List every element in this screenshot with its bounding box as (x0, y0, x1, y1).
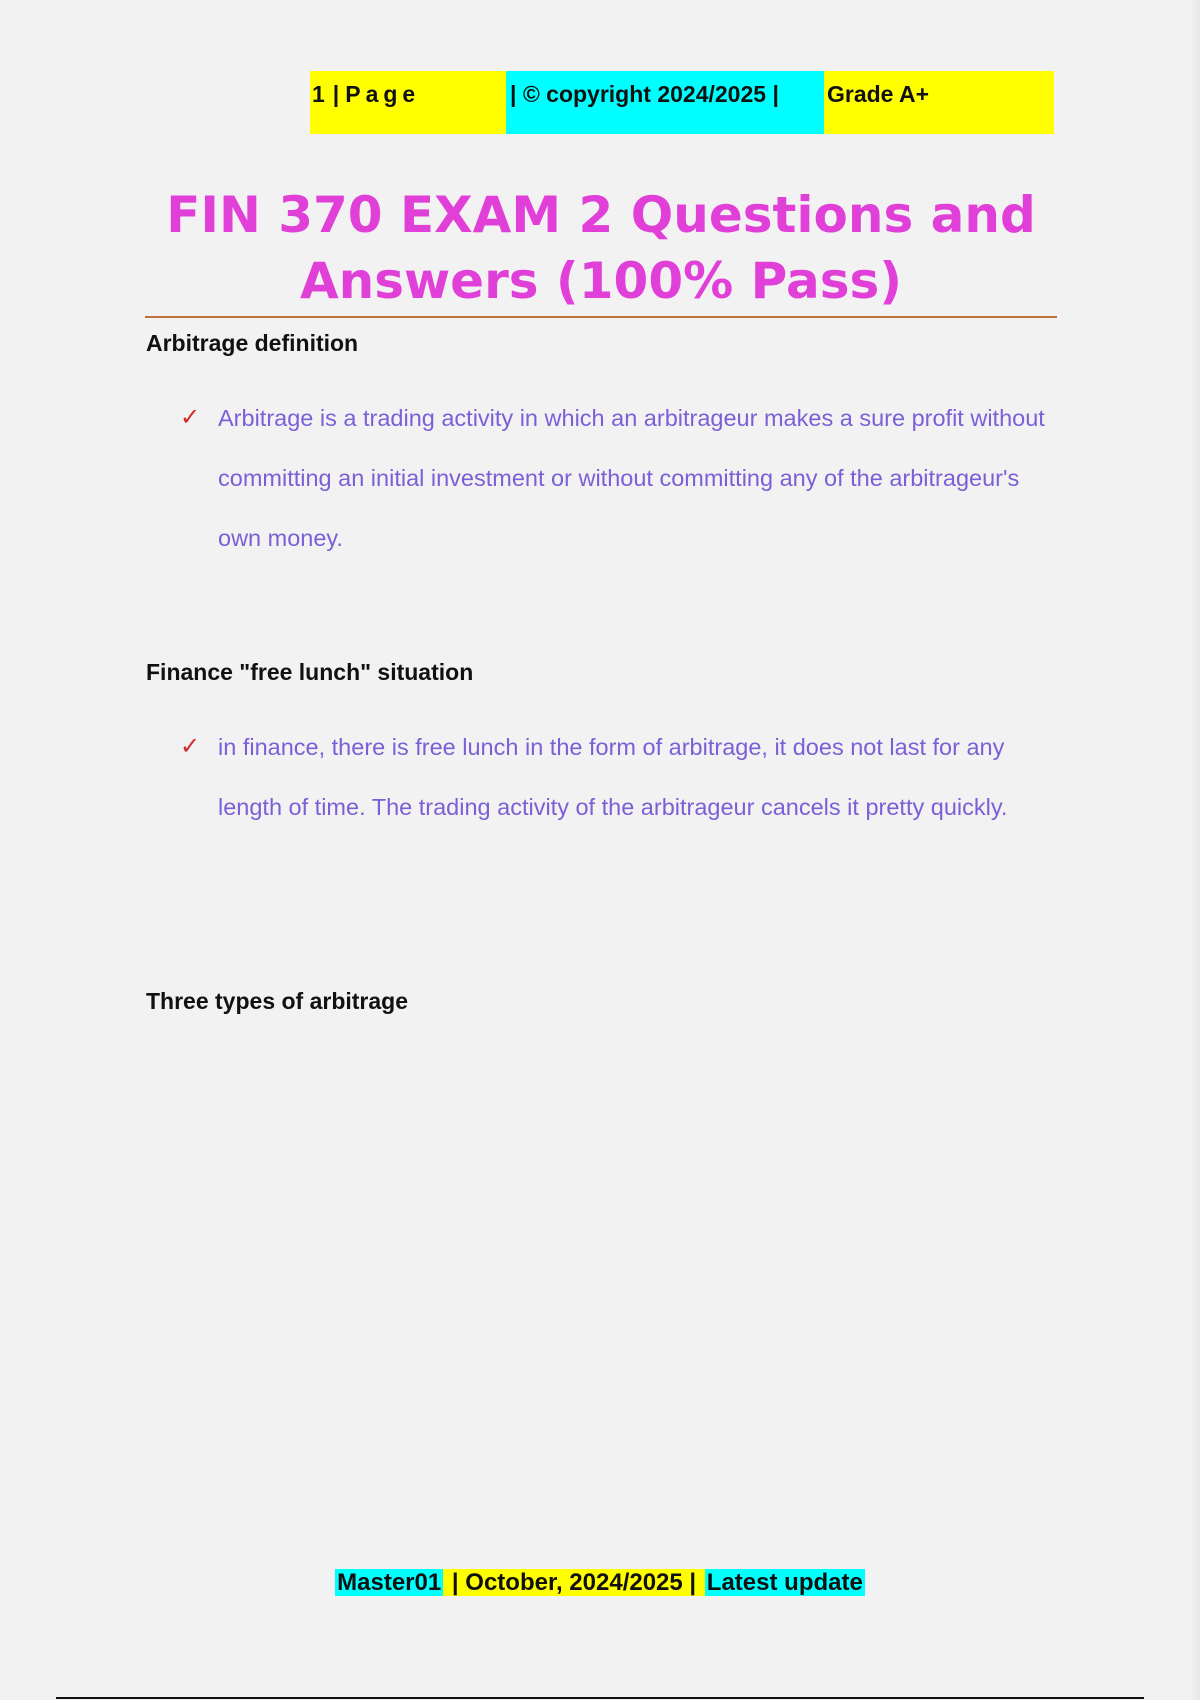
footer-date: | October, 2024/2025 | (445, 1569, 703, 1596)
grade-text: Grade A+ (827, 81, 930, 107)
checkmark-icon: ✓ (180, 404, 201, 431)
answer-2-text: in finance, there is free lunch in the form of arbitrage, it does not last for any length of time. The trading activity of the arbitrageur cancels it pretty quickly. (218, 734, 1008, 820)
page-label: Page (345, 81, 421, 107)
question-3: Three types of arbitrage (146, 988, 409, 1014)
page-number-separator: | (332, 81, 340, 107)
answer-1 (180, 388, 1070, 568)
checkmark-icon: ✓ (180, 733, 201, 760)
page-number-cell (310, 71, 506, 134)
question-1: Arbitrage definition (146, 330, 359, 356)
page-header (310, 71, 1054, 134)
title-line-1: FIN 370 EXAM 2 Questions and (166, 186, 1036, 244)
answer-2 (180, 717, 1070, 837)
copyright-cell (506, 71, 824, 134)
grade-cell (824, 71, 1054, 134)
copyright-text: | © copyright 2024/2025 | (510, 81, 779, 107)
page-edge-shadow (1190, 0, 1200, 1700)
document-title (145, 182, 1057, 314)
footer-author: Master01 (337, 1569, 442, 1596)
title-line-2: Answers (100% Pass) (299, 252, 903, 310)
answer-1-text: Arbitrage is a trading activity in which an arbitrageur makes a sure profit without committing an initial investment or without committing any of the arbitrageur's own money. (218, 405, 1045, 551)
title-divider (145, 316, 1057, 318)
question-2: Finance "free lunch" situation (146, 659, 474, 685)
footer-status: Latest update (706, 1569, 863, 1596)
page-footer (0, 1567, 1200, 1599)
bottom-divider (56, 1697, 1144, 1699)
page-number: 1 (312, 81, 325, 107)
